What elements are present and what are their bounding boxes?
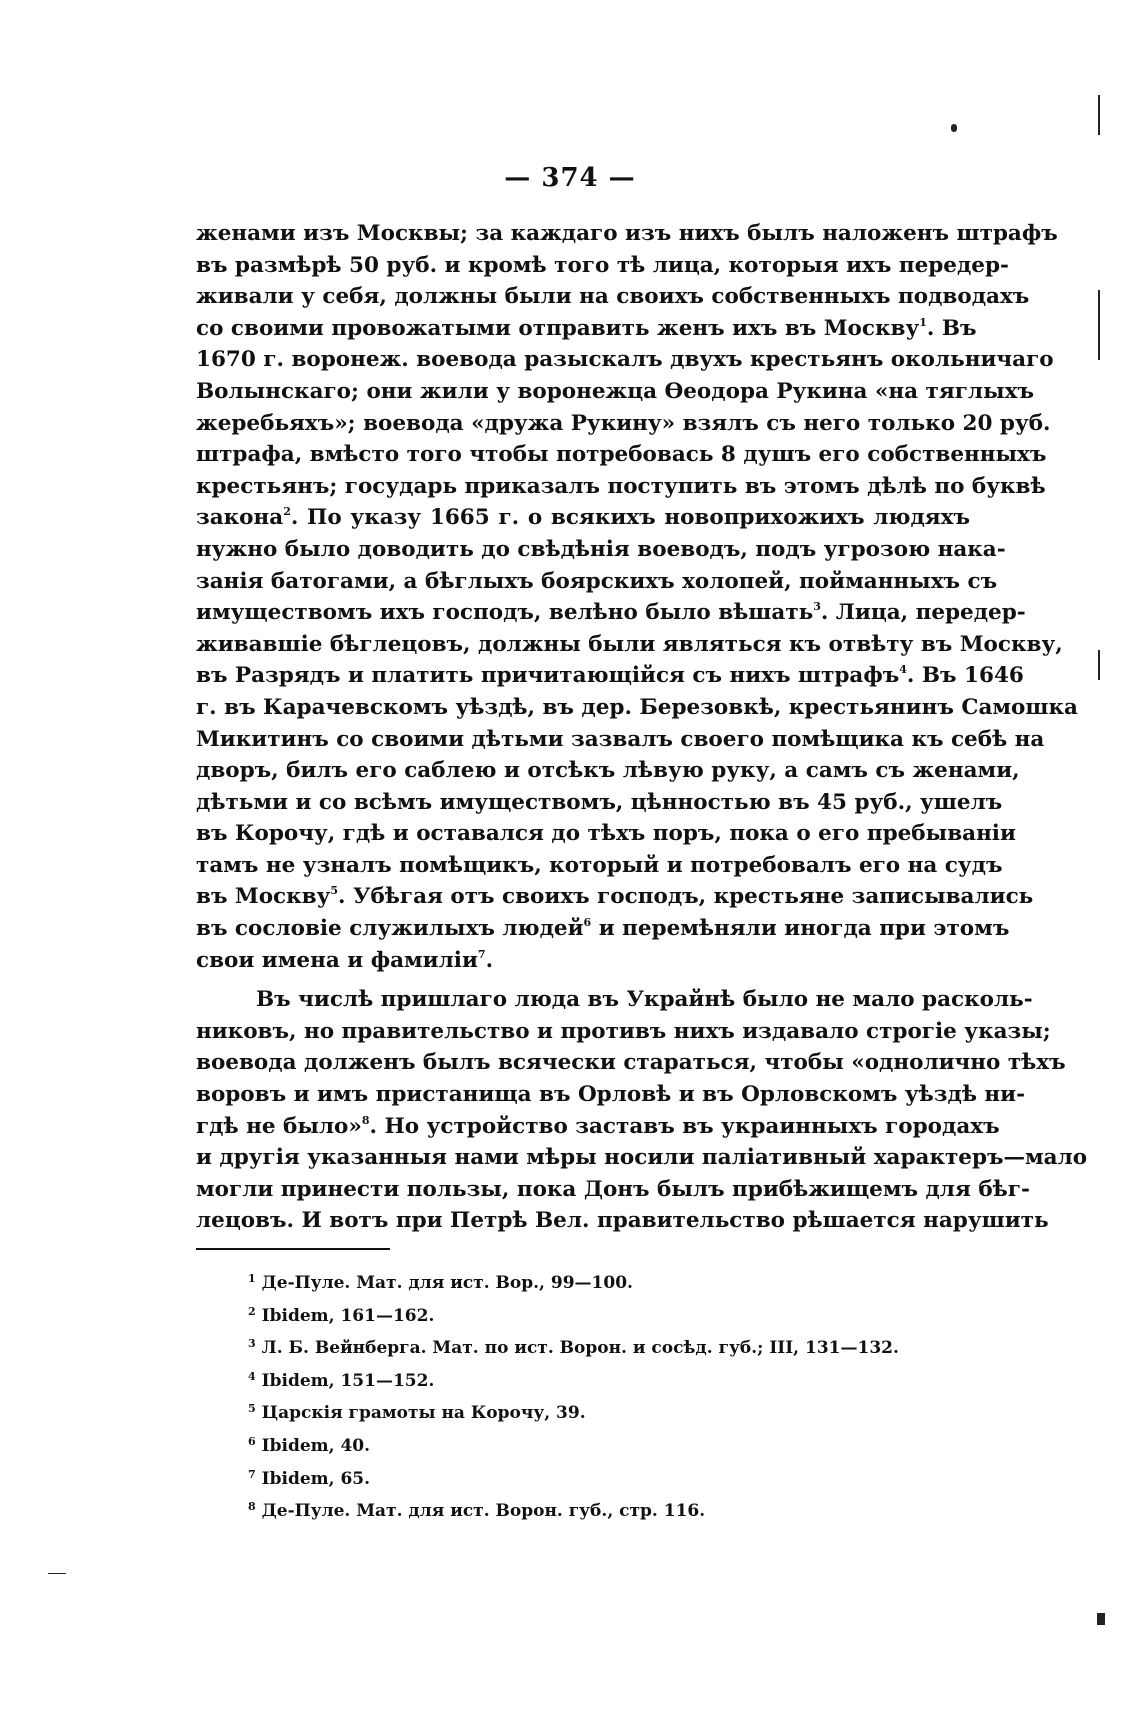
text-line [196,984,1033,1016]
footnote-number: 7 [248,1467,256,1481]
text-line [196,913,1010,945]
text-line [196,1111,1000,1143]
footnote-number: 5 [248,1402,256,1416]
footnote-text: Ibidem, 40. [261,1435,371,1456]
footnote-reference: 1 [919,315,927,329]
scan-mark-left [48,1573,66,1574]
text-line [196,881,1034,913]
text-line [196,1079,1026,1111]
text-line-content: живавшіе бѣглецовъ, должны были являться къ отвѣту въ Москву, [196,631,1063,657]
text-line-content: занія батогами, а бѣглыхъ боярскихъ холопей, пойманныхъ съ [196,568,998,594]
text-line-tail: . Убѣгая отъ своихъ господъ, крестьяне записывались [338,884,1034,910]
text-line [196,1142,1088,1174]
footnote [248,1330,968,1363]
text-line-content: въ Разрядъ и платить причитающійся съ нихъ штрафъ [196,663,900,689]
paragraph-gap [196,976,970,984]
scan-mark-bottom-right [1097,1613,1105,1625]
text-line-content: Въ числѣ пришлаго люда въ Украйнѣ было не мало расколь- [256,987,1033,1013]
text-line-content: нужно было доводить до свѣдѣнія воеводъ, подъ угрозою нака- [196,536,1006,562]
text-line-tail: и перемѣняли иногда при этомъ [591,916,1010,942]
footnote-separator [196,1248,390,1250]
footnote-text: Ibidem, 161—162. [261,1305,435,1326]
text-line-content: живали у себя, должны были на своихъ собственныхъ подводахъ [196,284,1030,310]
footnote [248,1298,968,1331]
text-line-content: жеребьяхъ»; воевода «дружа Рукину» взялъ съ него только 20 руб. [196,410,1051,436]
footnote [248,1395,968,1428]
footnote-reference: 7 [477,947,486,961]
text-line [196,1174,1030,1206]
scan-mark-right-edge [1098,290,1100,360]
footnote-number: 8 [248,1500,256,1514]
text-line [196,534,1006,566]
text-line-tail: . [485,947,494,973]
text-line [196,250,1009,282]
footnotes [248,1265,968,1526]
text-line-content: женами изъ Москвы; за каждаго изъ нихъ былъ наложенъ штрафъ [196,221,1058,246]
text-line-content: воровъ и имъ пристанища въ Орловѣ и въ Орловскомъ уѣздѣ ни- [196,1082,1026,1108]
footnote [248,1493,968,1526]
footnote-reference: 3 [813,600,821,614]
footnote-number: 4 [248,1369,256,1383]
text-line-content: Волынскаго; они жили у воронежца Ѳеодора Рукина «на тяглыхъ [196,378,1034,404]
text-line [196,945,970,977]
body-text [196,218,1088,1237]
text-line-content: воевода долженъ былъ всячески стараться, чтобы «однолично тѣхъ [196,1050,1066,1076]
footnote-reference: 8 [361,1113,370,1127]
footnote-text: Ibidem, 151—152. [261,1370,435,1391]
footnote-reference: 5 [330,884,339,898]
text-line [196,1205,1049,1237]
text-line [196,566,998,598]
text-line-content: лецовъ. И вотъ при Петрѣ Вел. правительство рѣшается нарушить [196,1208,1049,1234]
text-line-content: г. въ Карачевскомъ уѣздѣ, въ дер. Березовкѣ, крестьянинъ Самошка [196,694,1078,720]
footnote-reference: 2 [283,505,291,519]
footnote-text: Ibidem, 65. [261,1468,371,1489]
text-line [196,376,1034,408]
footnote-number: 6 [248,1434,256,1448]
text-line-content: могли принести пользы, пока Донъ былъ прибѣжищемъ для бѣг- [196,1176,1030,1202]
footnote [248,1461,968,1494]
page-number: — 374 — [504,163,636,193]
footnote-text: Царскія грамоты на Корочу, 39. [261,1403,586,1424]
text-line-content: закона [196,505,284,531]
text-line-content: въ Корочу, гдѣ и оставался до тѣхъ поръ, пока о его пребываніи [196,821,1016,847]
text-line-content: въ сословіе служилыхъ людей [196,916,584,942]
text-line-content: 1670 г. воронеж. воевода разыскалъ двухъ крестьянъ окольничаго [196,347,1054,373]
scan-mark-right-edge [1098,650,1100,680]
text-line-content: дѣтьми и со всѣмъ имуществомъ, цѣнностью въ 45 руб., ушелъ [196,789,1003,815]
text-line [196,408,1051,440]
text-line-content: тамъ не узналъ помѣщикъ, который и потребовалъ его на судъ [196,852,1003,878]
text-line-content: дворъ, билъ его саблею и отсѣкъ лѣвую руку, а самъ съ женами, [196,758,1020,784]
text-line [196,818,1016,850]
text-line-content: со своими провожатыми отправить женъ ихъ въ Москву [196,315,920,341]
text-line-content: никовъ, но правительство и противъ нихъ издавало строгіе указы; [196,1018,1051,1044]
footnote [248,1265,968,1298]
footnote-reference: 4 [899,663,907,677]
text-line [196,597,1026,629]
text-line-content: въ размѣрѣ 50 руб. и кромѣ того тѣ лица, которыя ихъ передер- [196,252,1009,278]
footnote [248,1363,968,1396]
text-line-content: и другія указанныя нами мѣры носили паліативный характеръ—мало [196,1145,1088,1171]
footnote-number: 2 [248,1304,256,1318]
text-line [196,755,1020,787]
text-line-tail: . Лица, передер- [820,600,1026,626]
text-line-tail: . Но устройство заставъ въ украинныхъ городахъ [369,1113,1000,1139]
footnote [248,1428,968,1461]
footnote-text: Л. Б. Вейнберга. Мат. по ист. Ворон. и сосѣд. губ.; III, 131—132. [261,1338,899,1359]
text-line [196,439,1047,471]
text-line [196,787,1003,819]
footnote-number: 3 [248,1337,256,1351]
text-line [196,218,1058,250]
text-line-tail: . Въ 1646 [906,663,1024,689]
text-line-content: Микитинъ со своими дѣтьми зазвалъ своего помѣщика къ себѣ на [196,726,1045,752]
scan-mark-right-edge [1098,95,1100,135]
text-line-content: крестьянъ; государь приказалъ поступить въ этомъ дѣлѣ по буквѣ [196,473,1046,499]
text-line [196,1016,1051,1048]
footnote-reference: 6 [583,916,592,930]
text-line [196,1047,1066,1079]
text-line [196,281,1030,313]
text-line [196,471,1046,503]
text-line-tail: . По указу 1665 г. о всякихъ новоприхожихъ людяхъ [290,505,970,531]
text-line-content: гдѣ не было» [196,1113,362,1139]
text-line [196,660,1024,692]
footnote-text: Де-Пуле. Мат. для ист. Вор., 99—100. [261,1273,633,1293]
text-line-content: свои имена и фамиліи [196,947,478,973]
text-line [196,344,1054,376]
footnote-text: Де-Пуле. Мат. для ист. Ворон. губ., стр. 116. [261,1501,706,1522]
text-line [196,502,970,534]
text-line [196,629,1063,661]
text-line-content: въ Москву [196,884,331,910]
text-line [196,724,1045,756]
text-line [196,313,977,345]
text-line-content: штрафа, вмѣсто того чтобы потребовась 8 душъ его собственныхъ [196,442,1047,468]
text-line-tail: . Въ [926,315,977,341]
text-line [196,850,1003,882]
text-line-content: имуществомъ ихъ господъ, велѣно было вѣшать [196,600,814,626]
footnote-number: 1 [248,1272,256,1285]
text-line [196,692,1078,724]
scan-mark-dot [951,124,957,132]
